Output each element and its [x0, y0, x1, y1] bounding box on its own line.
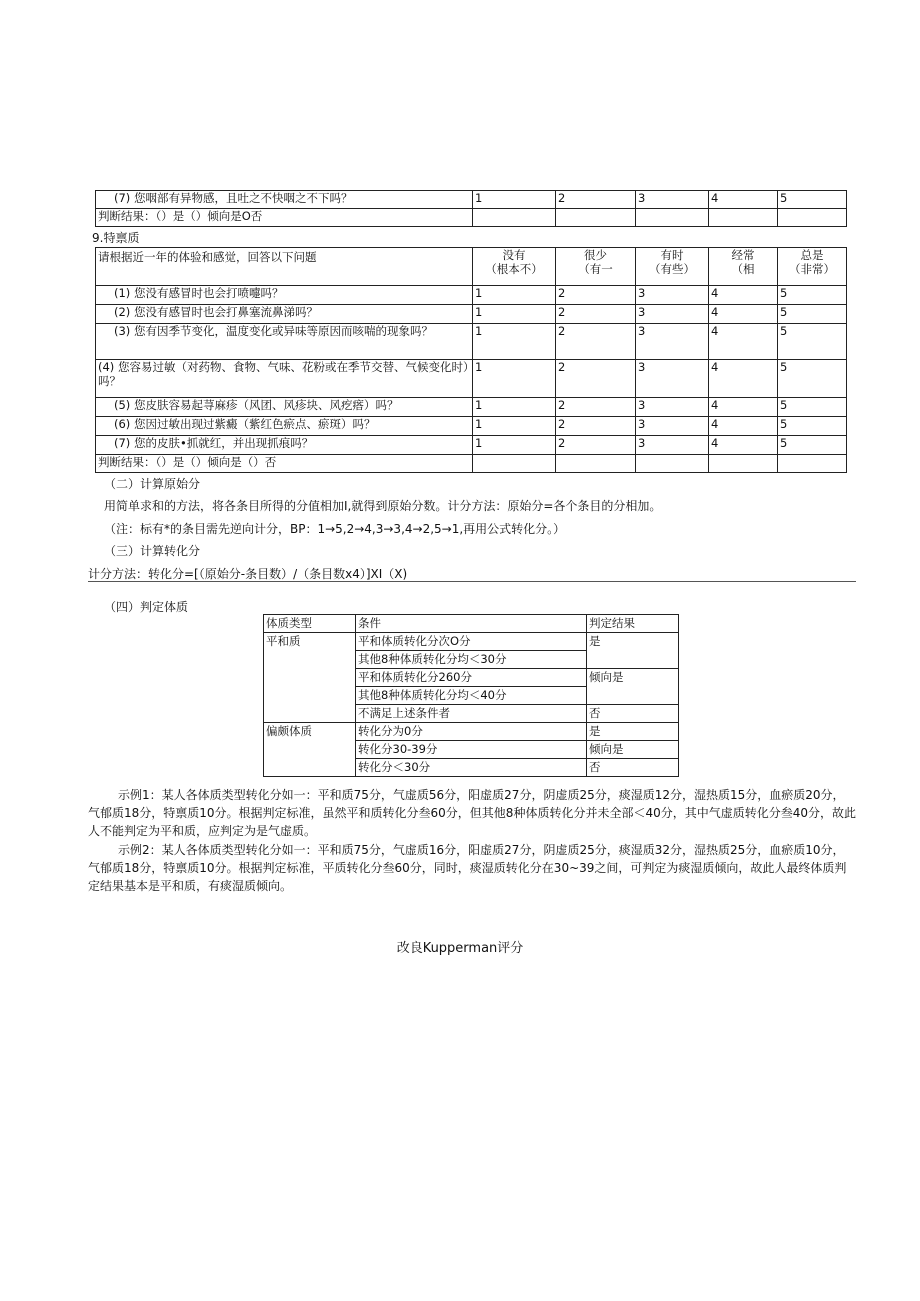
judgement-text: 判断结果：（）是（）倾向是（）否: [96, 455, 473, 473]
score-cell: 1: [473, 436, 556, 455]
result-cell: 是: [587, 633, 679, 669]
section-title: 9.特禀质: [92, 231, 140, 245]
score-cell: 1: [473, 191, 556, 209]
score-cell: 1: [473, 360, 556, 398]
result-cell: 否: [587, 759, 679, 777]
condition-cell: 平和体质转化分260分: [356, 669, 587, 687]
score-cell: 4: [709, 286, 778, 305]
score-cell: 2: [556, 191, 636, 209]
score-cell: 1: [473, 324, 556, 360]
score-cell: 2: [556, 360, 636, 398]
column-header: 条件: [356, 615, 587, 633]
result-cell: 倾向是: [587, 669, 679, 705]
table-row: [96, 436, 847, 455]
convert-score-formula: 计分方法：转化分=[（原始分-条目数）/（条目数x4）]XI（X): [88, 567, 408, 581]
table-row: [96, 286, 847, 305]
condition-cell: 转化分为0分: [356, 723, 587, 741]
score-cell: 2: [556, 417, 636, 436]
question-text: (7) 您咽部有异物感，且吐之不快咽之不下吗？: [96, 191, 473, 209]
score-cell: 4: [709, 417, 778, 436]
header-often: 经常 （相: [709, 248, 778, 286]
column-header: 体质类型: [264, 615, 356, 633]
table-row: [96, 305, 847, 324]
score-cell: 2: [556, 324, 636, 360]
divider: [88, 581, 856, 582]
header-never: 没有 （根本不）: [473, 248, 556, 286]
score-cell: 3: [636, 436, 709, 455]
example-2: 示例2：某人各体质类型转化分如一：平和质75分，气虚质16分，阳虚质27分，阴虚质25分，痰湿质32分，湿热质25分，血瘀质10分，气郁质18分，特禀质10分。根据判定标准，平质转化分叁60分，同时，痰湿质转化分在30~39之间，可判定为痰湿质倾向，故此人最终体质判定结果基本是平和质，有痰湿质倾向。: [88, 843, 847, 893]
score-cell: 4: [709, 191, 778, 209]
score-cell: 3: [636, 360, 709, 398]
table-row: [264, 633, 679, 651]
score-cell: 1: [473, 305, 556, 324]
condition-cell: 不满足上述条件者: [356, 705, 587, 723]
table-row: [96, 455, 847, 473]
condition-cell: 转化分＜30分: [356, 759, 587, 777]
score-cell: 3: [636, 417, 709, 436]
raw-score-note: （注：标有*的条目需先逆向计分，BP：1→5,2→4,3→3,4→2,5→1,再用公式转化分。）: [104, 522, 566, 536]
score-cell: 4: [709, 305, 778, 324]
table-row: [264, 723, 679, 741]
header-row: [96, 248, 847, 286]
header-always: 总是 （非常）: [778, 248, 847, 286]
score-cell: 3: [636, 286, 709, 305]
question-text: (4) 您容易过敏（对药物、食物、气味、花粉或在季节交替、气候变化时）吗？: [96, 360, 473, 398]
score-cell: 3: [636, 398, 709, 417]
score-cell: 5: [778, 417, 847, 436]
table-row: [96, 324, 847, 360]
score-cell: 5: [778, 360, 847, 398]
convert-score-title: （三）计算转化分: [104, 544, 201, 558]
example-1: 示例1：某人各体质类型转化分如一：平和质75分，气虚质56分，阳虚质27分，阴虚质25分，痰湿质12分，湿热质15分，血瘀质20分，气郁质18分，特禀质10分。根据判定标准，虽然平和质转化分叁60分，但其他8种体质转化分并未全部＜40分，其中气虚质转化分叁40分，故此人不能判定为平和质，应判定为是气虚质。: [88, 788, 856, 838]
score-cell: 4: [709, 360, 778, 398]
type-cell: 平和质: [264, 633, 356, 723]
score-cell: 2: [556, 305, 636, 324]
header-sometimes: 有时 （有些）: [636, 248, 709, 286]
question-text: (5) 您皮肤容易起荨麻疹（风团、风疹块、风疙瘩）吗？: [96, 398, 473, 417]
raw-score-method: 用简单求和的方法，将各条目所得的分值相加I,就得到原始分数。计分方法：原始分=各个条目的分相加。: [104, 499, 662, 513]
type-cell: 偏颇体质: [264, 723, 356, 777]
condition-cell: 平和体质转化分次O分: [356, 633, 587, 651]
header-rarely: 很少 （有一: [556, 248, 636, 286]
table-row: [264, 615, 679, 633]
score-cell: 5: [778, 305, 847, 324]
score-cell: 2: [556, 286, 636, 305]
result-cell: 倾向是: [587, 741, 679, 759]
score-cell: 5: [778, 436, 847, 455]
question-text: (6) 您因过敏出现过紫癜（紫红色瘀点、瘀斑）吗？: [96, 417, 473, 436]
table-row: [96, 191, 847, 209]
score-cell: 1: [473, 398, 556, 417]
score-cell: 3: [636, 324, 709, 360]
score-cell: 5: [778, 324, 847, 360]
prompt-text: 请根据近一年的体验和感觉，回答以下问题: [96, 248, 473, 286]
score-cell: 4: [709, 436, 778, 455]
condition-cell: 其他8种体质转化分均＜30分: [356, 651, 587, 669]
score-cell: 1: [473, 417, 556, 436]
question-text: (7) 您的皮肤•抓就红，并出现抓痕吗？: [96, 436, 473, 455]
table-row: [96, 398, 847, 417]
tebing-table: [95, 247, 847, 473]
question-text: (3) 您有因季节变化，温度变化或异味等原因而咳喘的现象吗？: [96, 324, 473, 360]
score-cell: 4: [709, 324, 778, 360]
score-cell: 4: [709, 398, 778, 417]
score-cell: 2: [556, 398, 636, 417]
result-cell: 否: [587, 705, 679, 723]
score-cell: 2: [556, 436, 636, 455]
score-cell: 5: [778, 286, 847, 305]
question-text: (1) 您没有感冒时也会打喷嚏吗？: [96, 286, 473, 305]
score-cell: 3: [636, 191, 709, 209]
raw-score-title: （二）计算原始分: [104, 477, 201, 491]
score-cell: 1: [473, 286, 556, 305]
constitution-table: [263, 614, 679, 777]
result-cell: 是: [587, 723, 679, 741]
score-cell: 5: [778, 191, 847, 209]
column-header: 判定结果: [587, 615, 679, 633]
table-row: [96, 417, 847, 436]
table-row: [96, 360, 847, 398]
question-text: (2) 您没有感冒时也会打鼻塞流鼻涕吗？: [96, 305, 473, 324]
condition-cell: 转化分30-39分: [356, 741, 587, 759]
judge-title: （四）判定体质: [104, 600, 189, 614]
score-cell: 5: [778, 398, 847, 417]
table-row: [96, 209, 847, 227]
prev-section-table: [95, 190, 847, 227]
judgement-text: 判断结果：（）是（）倾向是O否: [96, 209, 473, 227]
condition-cell: 其他8种体质转化分均＜40分: [356, 687, 587, 705]
kupperman-title: 改良Kupperman评分: [396, 941, 524, 956]
score-cell: 3: [636, 305, 709, 324]
